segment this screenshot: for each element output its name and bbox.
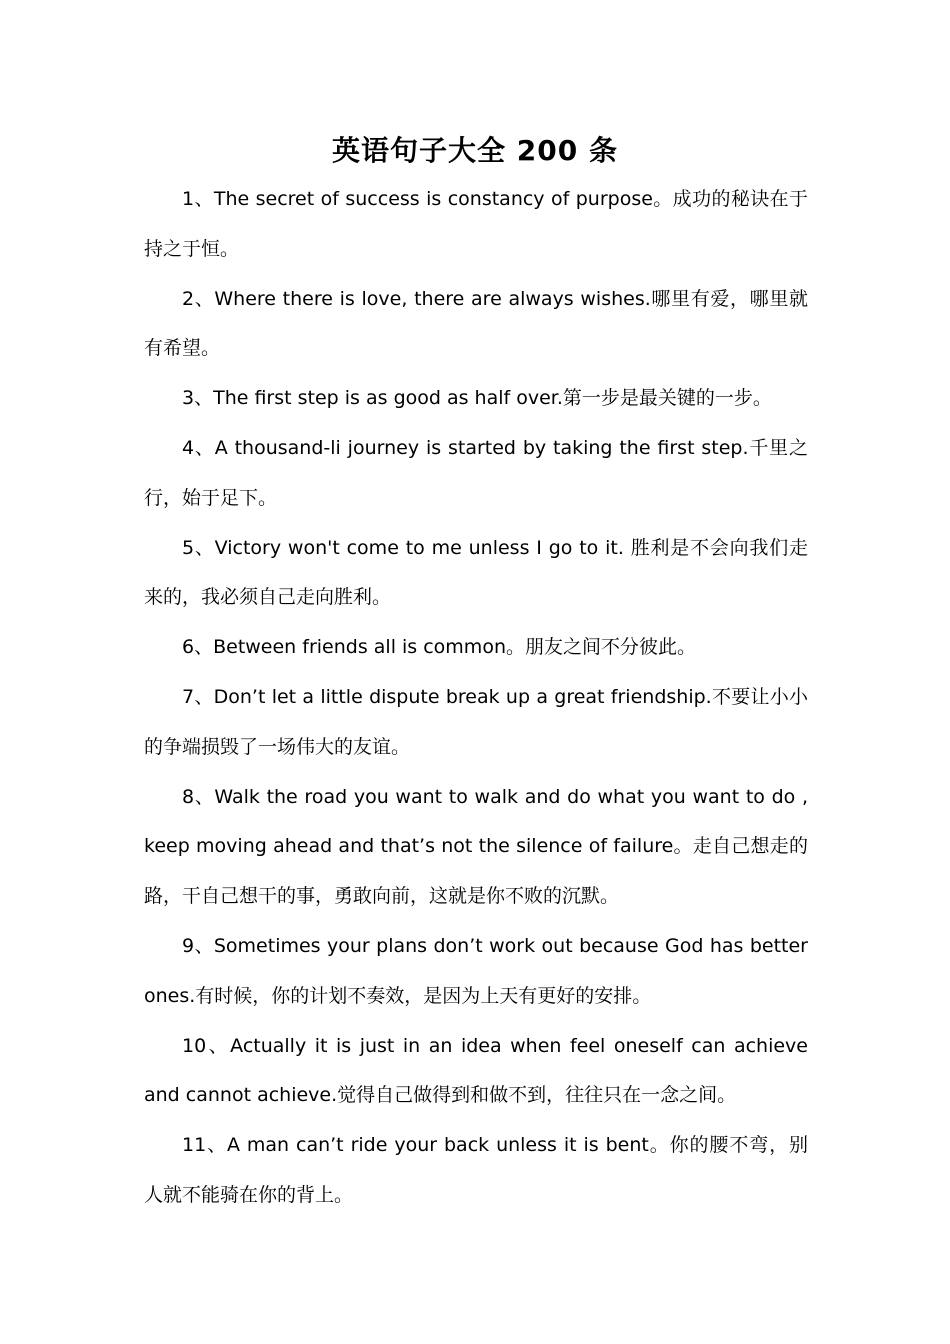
paragraph-1: 1、The secret of success is constancy of purpose。成功的秘诀在于持之于恒。 [144, 188, 808, 260]
paragraph-10: 10、Actually it is just in an idea when feel oneself can achieve and cannot achieve.觉得自己做得到和做不到，往往只在一念之间。 [144, 1034, 808, 1107]
paragraph-11: 11、A man can’t ride your back unless it is bent。你的腰不弯，别人就不能骑在你的背上。 [144, 1134, 808, 1206]
paragraph-3: 3、The first step is as good as half over.第一步是最关键的一步。 [182, 387, 772, 410]
paragraph-4: 4、A thousand-li journey is started by taking the first step.千里之行，始于足下。 [144, 436, 808, 509]
paragraph-7: 7、Don’t let a little dispute break up a great friendship.不要让小小的争端损毁了一场伟大的友谊。 [144, 685, 808, 758]
paragraph-8: 8、Walk the road you want to walk and do what you want to do , keep moving ahead and that’s not the silence of failure。走自己想走的路，干自己想干的事，勇敢向前，这就是你不败的沉默。 [144, 785, 808, 908]
paragraph-9: 9、Sometimes your plans don’t work out because God has better ones.有时候，你的计划不奏效，是因为上天有更好的安排。 [144, 934, 808, 1007]
paragraph-6: 6、Between friends all is common。朋友之间不分彼此。 [182, 636, 696, 659]
paragraph-5: 5、Victory won't come to me unless I go to it. 胜利是不会向我们走来的，我必须自己走向胜利。 [144, 536, 808, 609]
paragraph-2: 2、Where there is love, there are always wishes.哪里有爱，哪里就有希望。 [144, 287, 808, 360]
document-title: 英语句子大全 200 条 [332, 134, 618, 167]
document-body [144, 175, 808, 1221]
